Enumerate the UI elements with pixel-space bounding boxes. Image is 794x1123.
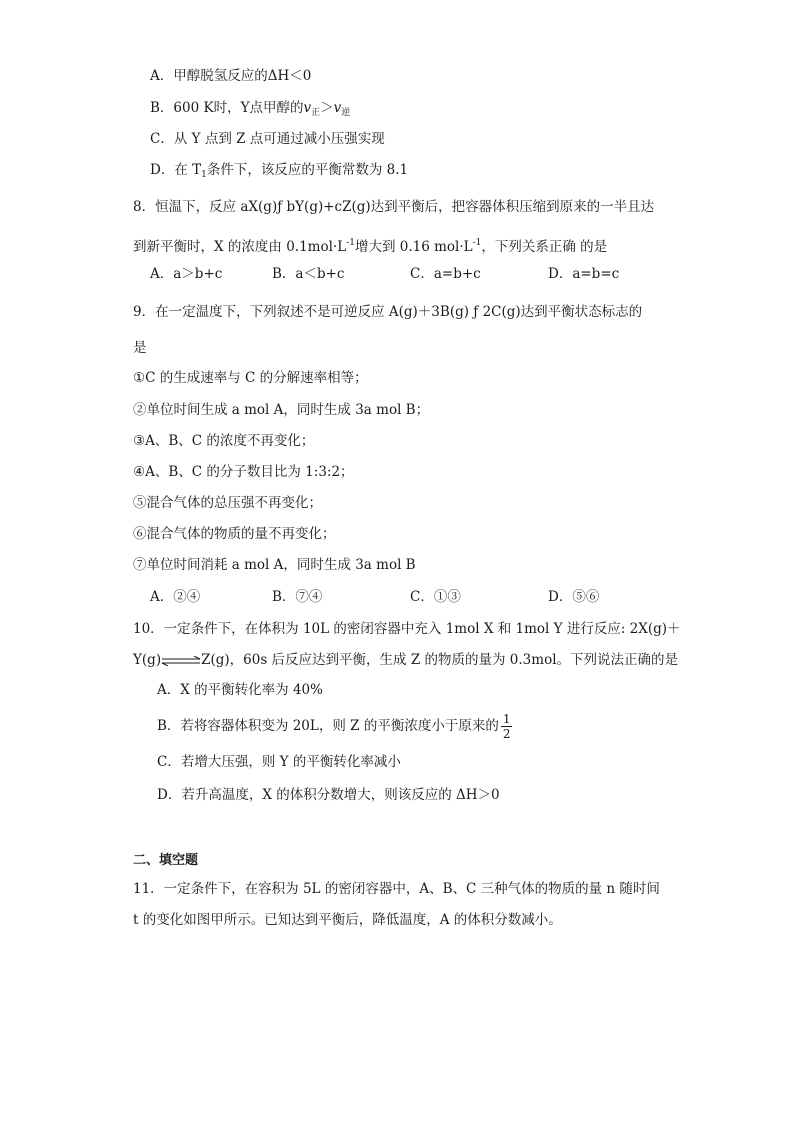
q8-stem-text: 到新平衡时，X 的浓度由 0.1mol·L (133, 239, 347, 255)
q9-options (0, 587, 794, 607)
q8-stem-text: ，下列关系正确 的是 (481, 239, 608, 255)
unit-superscript: -1 (346, 238, 355, 248)
fraction-numerator: 1 (502, 712, 511, 726)
q8-stem-line1: 8．恒温下，反应 aX(g)ƒ bY(g)+cZ(g)达到平衡后，把容器体积压缩到原来的一半且达 (133, 199, 655, 215)
q10-option-c: C．若增大压强，则 Y 的平衡转化率减小 (157, 754, 401, 770)
q9-option: A．②④ (150, 589, 201, 605)
equilibrium-arrow-icon (161, 656, 201, 666)
q11-stem-line1: 11．一定条件下，在容积为 5L 的密闭容器中，A、B、C 三种气体的物质的量 n 随时间 (133, 881, 660, 897)
q10-stem-text: Z(g)，60s 后反应达到平衡，生成 Z 的物质的量为 0.3mol。下列说法正确的是 (201, 652, 679, 668)
q9-item: ③A、B、C 的浓度不再变化； (133, 433, 315, 449)
q7-option-b (150, 98, 350, 123)
q7-option-d-text: D．在 T (150, 162, 202, 178)
q8-stem-line2 (133, 233, 607, 257)
q9-option: D．⑤⑥ (548, 589, 600, 605)
q8-option: C．a=b+c (410, 266, 481, 282)
section-title-fill-in: 二、填空题 (133, 853, 199, 868)
rate-symbol: v (303, 100, 312, 116)
q10-option-b (157, 712, 512, 741)
rate-subscript: 逆 (341, 108, 351, 118)
rate-symbol: v (333, 100, 342, 116)
comparison-sign: ＞ (320, 100, 334, 116)
q7-option-d (150, 160, 408, 185)
q10-option-a: A．X 的平衡转化率为 40% (157, 682, 323, 698)
temperature-subscript: 1 (201, 170, 207, 180)
q9-stem-line1: 9．在一定温度下，下列叙述不是可逆反应 A(g)＋3B(g) ƒ 2C(g)达到平衡状态标志的 (133, 304, 643, 320)
q9-item: ⑤混合气体的总压强不再变化； (133, 495, 322, 511)
q9-stem-line2: 是 (133, 340, 147, 356)
q9-item: ④A、B、C 的分子数目比为 1:3:2； (133, 464, 354, 480)
q8-option: B．a＜b+c (272, 266, 345, 282)
q8-option: D．a=b=c (548, 266, 620, 282)
q10-stem-line2 (133, 650, 678, 670)
q10-stem-line1: 10．一定条件下，在体积为 10L 的密闭容器中充入 1mol X 和 1mol Y 进行反应: 2X(g)＋ (133, 621, 681, 637)
fraction-denominator: 2 (502, 727, 511, 741)
q9-option: C．①③ (410, 589, 461, 605)
q8-option: A．a＞b+c (150, 266, 223, 282)
q11-stem-line2: t 的变化如图甲所示。已知达到平衡后，降低温度，A 的体积分数减小。 (133, 912, 562, 928)
q8-stem-text: 增大到 0.16 mol·L (354, 239, 473, 255)
q9-item: ⑥混合气体的物质的量不再变化； (133, 526, 336, 542)
rate-subscript: 正 (311, 108, 321, 118)
q9-item: ②单位时间生成 a mol A，同时生成 3a mol B； (133, 402, 430, 418)
q7-option-c: C．从 Y 点到 Z 点可通过减小压强实现 (150, 131, 385, 147)
q9-option: B．⑦④ (272, 589, 323, 605)
q10-option-b-text: B．若将容器体积变为 20L，则 Z 的平衡浓度小于原来的 (157, 718, 499, 734)
q10-option-d: D．若升高温度，X 的体积分数增大，则该反应的 ΔH＞0 (157, 787, 500, 803)
fraction-one-half (501, 712, 513, 741)
q9-item: ①C 的生成速率与 C 的分解速率相等； (133, 370, 368, 386)
q10-stem-text: Y(g) (133, 652, 162, 668)
q9-item: ⑦单位时间消耗 a mol A，同时生成 3a mol B (133, 557, 416, 573)
q8-options (0, 264, 794, 284)
q7-option-a: A．甲醇脱氢反应的ΔH＜0 (150, 68, 312, 84)
unit-superscript: -1 (472, 238, 482, 248)
q7-option-d-text-end: 条件下，该反应的平衡常数为 8.1 (206, 162, 409, 178)
q7-option-b-text: B．600 K时，Y点甲醇的 (150, 100, 304, 116)
